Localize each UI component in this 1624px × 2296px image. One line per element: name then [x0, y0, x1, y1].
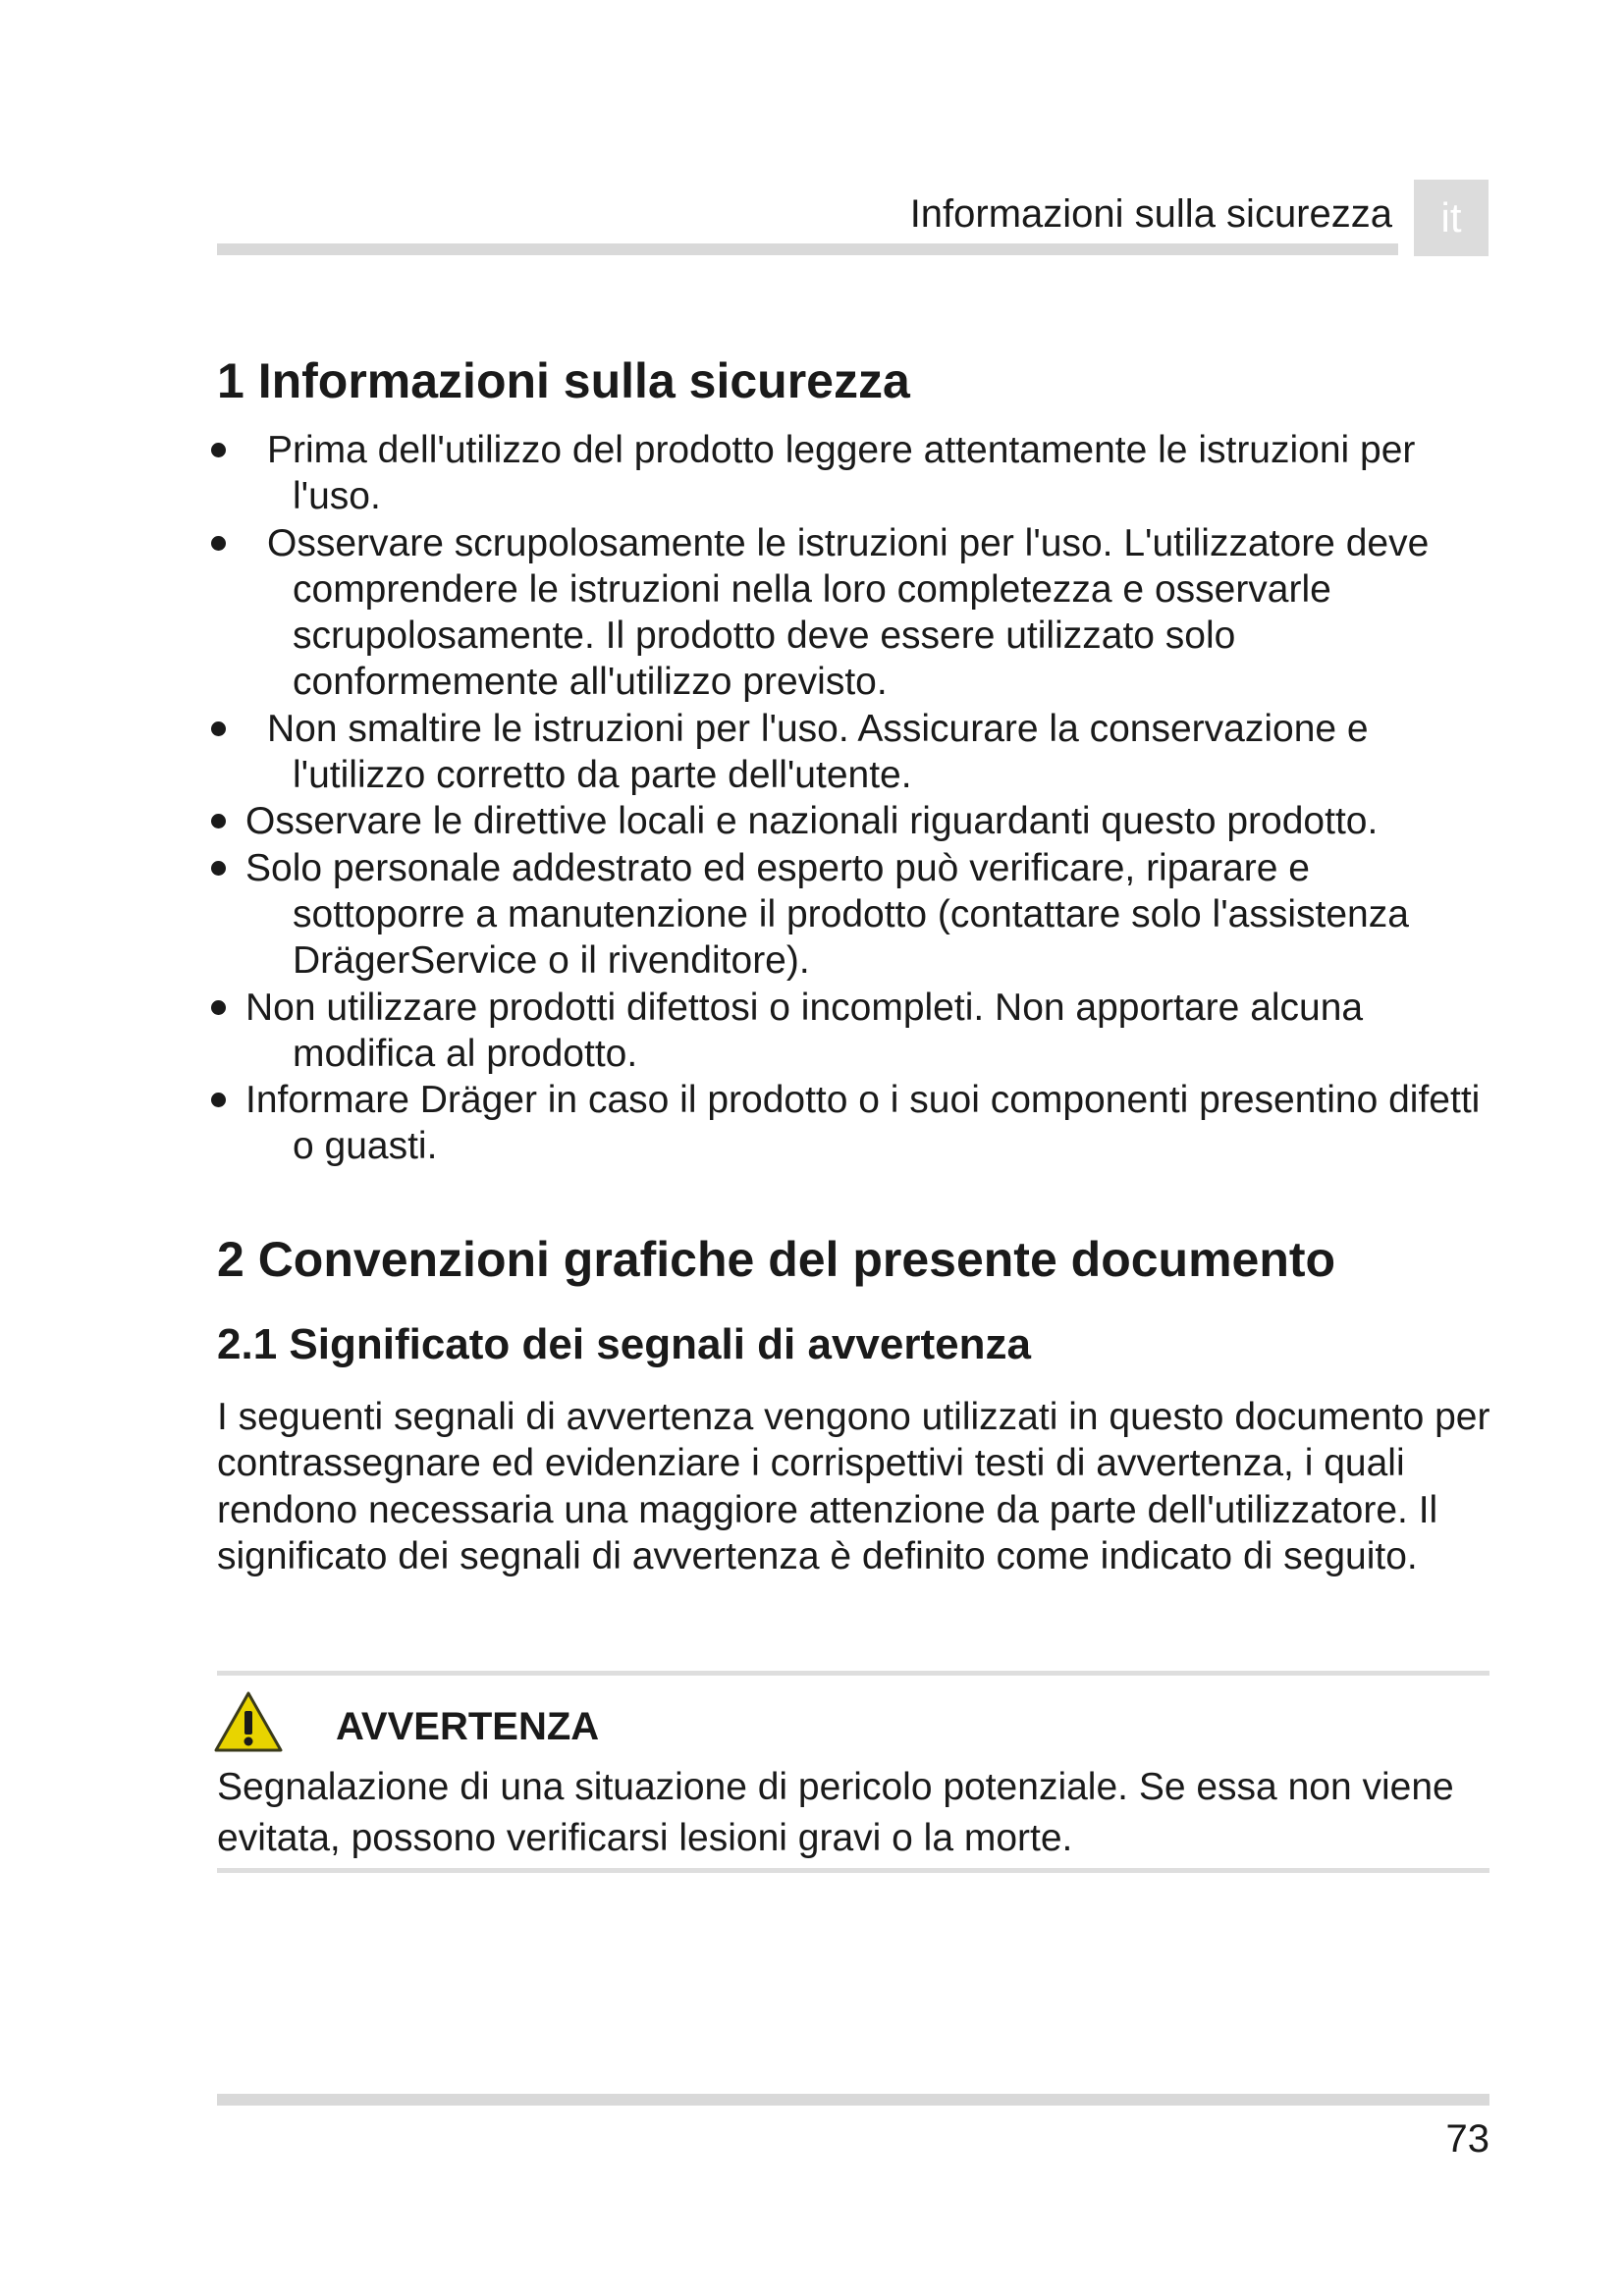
section-2-heading: 2 Convenzioni grafiche del presente documento — [217, 1232, 1336, 1287]
list-item: Osservare le direttive locali e nazionali riguardanti questo prodotto. — [211, 798, 1488, 844]
bullet-dot — [211, 1093, 226, 1107]
warning-label: AVVERTENZA — [336, 1705, 600, 1748]
bullet-dot — [211, 1000, 226, 1015]
subsection-2-1-heading: 2.1 Significato dei segnali di avvertenza — [217, 1320, 1031, 1368]
warning-triangle-icon — [214, 1691, 283, 1752]
bullet-dot — [211, 443, 226, 457]
section-1-heading: 1 Informazioni sulla sicurezza — [217, 353, 910, 408]
header-rule — [217, 243, 1398, 255]
bullet-dot — [211, 861, 226, 876]
intro-paragraph: I seguenti segnali di avvertenza vengono utilizzati in questo documento per contrassegnare ed evidenziare i corrispettivi testi di avvertenza, i quali rendono necessaria una maggiore attenzione da parte dell'utilizzatore. Il significato dei segnali di avvertenza è definito come indicato di seguito. — [217, 1396, 1490, 1577]
bullet-dot — [211, 536, 226, 551]
header-title: Informazioni sulla sicurezza — [909, 192, 1392, 236]
list-item: Non smaltire le istruzioni per l'uso. Assicurare la conservazione e l'utilizzo corretto da parte dell'utente. — [211, 706, 1488, 799]
warning-bottom-rule — [217, 1868, 1489, 1873]
safety-bullet-list — [211, 427, 1488, 1170]
page-number: 73 — [1445, 2117, 1489, 2161]
list-item: Solo personale addestrato ed esperto può verificare, riparare e sottoporre a manutenzione il prodotto (contattare solo l'assistenza DrägerService o il rivenditore). — [211, 845, 1488, 985]
list-item: Informare Dräger in caso il prodotto o i suoi componenti presentino difetti o guasti. — [211, 1077, 1488, 1170]
warning-text: Segnalazione di una situazione di pericolo potenziale. Se essa non viene evitata, possono verificarsi lesioni gravi o la morte. — [217, 1766, 1454, 1859]
footer-rule — [217, 2094, 1489, 2106]
list-item: Osservare scrupolosamente le istruzioni per l'uso. L'utilizzatore deve comprendere le istruzioni nella loro completezza e osservarle scrupolosamente. Il prodotto deve essere utilizzato solo conformemente all'utilizzo previsto. — [211, 520, 1488, 706]
list-item: Non utilizzare prodotti difettosi o incompleti. Non apportare alcuna modifica al prodotto. — [211, 985, 1488, 1078]
warning-top-rule — [217, 1671, 1489, 1676]
bullet-dot — [211, 814, 226, 828]
bullet-dot — [211, 721, 226, 736]
list-item: Prima dell'utilizzo del prodotto leggere attentamente le istruzioni per l'uso. — [211, 427, 1488, 520]
language-tab: it — [1414, 180, 1489, 256]
